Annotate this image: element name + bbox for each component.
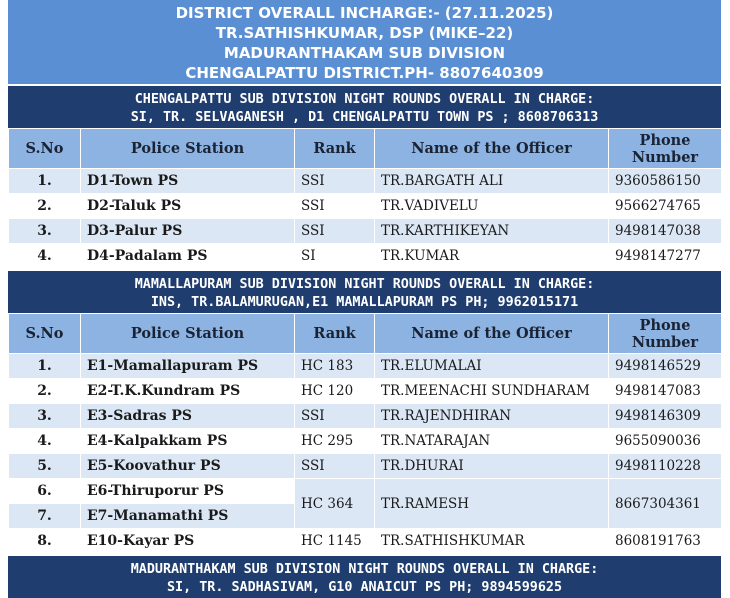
cell-rank: SSI: [295, 194, 375, 219]
table-header-row: [9, 129, 722, 169]
cell-sno: 7.: [9, 504, 81, 529]
header-phone: [609, 129, 722, 169]
cell-sno: 2.: [9, 379, 81, 404]
maduranthakam-section-heading: [8, 554, 721, 598]
header-sno: S.No: [9, 129, 81, 169]
table-row: [9, 194, 722, 219]
cell-sno: 2.: [9, 194, 81, 219]
cell-rank: HC 295: [295, 429, 375, 454]
cell-station: E10-Kayar PS: [81, 529, 295, 554]
table-row: [9, 169, 722, 194]
cell-phone: 8608191763: [609, 529, 722, 554]
cell-rank: HC 364: [295, 479, 375, 529]
cell-sno: 3.: [9, 219, 81, 244]
table-row: [9, 404, 722, 429]
header-phone-line2: Number: [631, 333, 699, 351]
banner-line-district-phone: CHENGALPATTU DISTRICT.PH- 8807640309: [185, 64, 544, 82]
banner-line-subdivision: MADURANTHAKAM SUB DIVISION: [223, 44, 506, 62]
cell-station: D2-Taluk PS: [81, 194, 295, 219]
cell-phone: 9655090036: [609, 429, 722, 454]
section-heading-line2: INS, TR.BALAMURUGAN,E1 MAMALLAPURAM PS PH; 9962015171: [150, 295, 579, 310]
district-incharge-banner: [8, 0, 721, 84]
table-row: [9, 219, 722, 244]
chengalpattu-section-heading: [8, 84, 721, 128]
section-heading-line1: MADURANTHAKAM SUB DIVISION NIGHT ROUNDS OVERALL IN CHARGE:: [130, 562, 599, 577]
section-heading-line2: SI, TR. SELVAGANESH , D1 CHENGALPATTU TOWN PS ; 8608706313: [130, 110, 599, 125]
cell-sno: 3.: [9, 404, 81, 429]
header-rank: Rank: [295, 314, 375, 354]
cell-officer: TR.KUMAR: [375, 244, 609, 269]
cell-rank: SSI: [295, 169, 375, 194]
table-row: [9, 529, 722, 554]
mamallapuram-table: [8, 313, 722, 554]
table-row-merged-a: [9, 479, 722, 504]
duty-roster-document: [8, 0, 721, 598]
section-heading-line2: SI, TR. SADHASIVAM, G10 ANAICUT PS PH; 9894599625: [166, 580, 563, 595]
banner-line-date: DISTRICT OVERALL INCHARGE:- (27.11.2025): [175, 4, 554, 22]
cell-phone: 9498147277: [609, 244, 722, 269]
cell-rank: SI: [295, 244, 375, 269]
cell-phone: 9498110228: [609, 454, 722, 479]
table-row: [9, 354, 722, 379]
banner-line-officer: TR.SATHISHKUMAR, DSP (MIKE–22): [215, 24, 514, 42]
cell-phone: 9360586150: [609, 169, 722, 194]
header-phone-line1: Phone: [639, 131, 691, 149]
cell-station: D1-Town PS: [81, 169, 295, 194]
header-phone-line2: Number: [631, 148, 699, 166]
cell-officer: TR.DHURAI: [375, 454, 609, 479]
cell-phone: 9566274765: [609, 194, 722, 219]
cell-rank: SSI: [295, 404, 375, 429]
cell-rank: HC 120: [295, 379, 375, 404]
table-row: [9, 244, 722, 269]
cell-phone: 9498146309: [609, 404, 722, 429]
table-row: [9, 379, 722, 404]
cell-officer: TR.BARGATH ALI: [375, 169, 609, 194]
header-station: Police Station: [81, 129, 295, 169]
header-phone: [609, 314, 722, 354]
section-heading-line1: MAMALLAPURAM SUB DIVISION NIGHT ROUNDS OVERALL IN CHARGE:: [134, 277, 595, 292]
cell-station: E5-Koovathur PS: [81, 454, 295, 479]
cell-phone: 9498147083: [609, 379, 722, 404]
cell-phone: 9498147038: [609, 219, 722, 244]
cell-rank: SSI: [295, 454, 375, 479]
cell-officer: TR.KARTHIKEYAN: [375, 219, 609, 244]
header-phone-line1: Phone: [639, 316, 691, 334]
header-station: Police Station: [81, 314, 295, 354]
header-officer: Name of the Officer: [375, 129, 609, 169]
cell-rank: HC 1145: [295, 529, 375, 554]
cell-officer: TR.RAMESH: [375, 479, 609, 529]
cell-station: E3-Sadras PS: [81, 404, 295, 429]
cell-station: E2-T.K.Kundram PS: [81, 379, 295, 404]
cell-station: E7-Manamathi PS: [81, 504, 295, 529]
cell-officer: TR.VADIVELU: [375, 194, 609, 219]
cell-station: E4-Kalpakkam PS: [81, 429, 295, 454]
header-officer: Name of the Officer: [375, 314, 609, 354]
cell-officer: TR.NATARAJAN: [375, 429, 609, 454]
cell-station: E6-Thiruporur PS: [81, 479, 295, 504]
cell-sno: 6.: [9, 479, 81, 504]
header-sno: S.No: [9, 314, 81, 354]
mamallapuram-section-heading: [8, 269, 721, 313]
header-rank: Rank: [295, 129, 375, 169]
cell-sno: 4.: [9, 429, 81, 454]
section-heading-line1: CHENGALPATTU SUB DIVISION NIGHT ROUNDS OVERALL IN CHARGE:: [134, 92, 595, 107]
cell-sno: 1.: [9, 169, 81, 194]
cell-sno: 5.: [9, 454, 81, 479]
cell-officer: TR.MEENACHI SUNDHARAM: [375, 379, 609, 404]
table-header-row: [9, 314, 722, 354]
cell-station: E1-Mamallapuram PS: [81, 354, 295, 379]
cell-officer: TR.RAJENDHIRAN: [375, 404, 609, 429]
table-row: [9, 429, 722, 454]
cell-sno: 8.: [9, 529, 81, 554]
cell-officer: TR.ELUMALAI: [375, 354, 609, 379]
cell-station: D4-Padalam PS: [81, 244, 295, 269]
cell-sno: 1.: [9, 354, 81, 379]
chengalpattu-table: [8, 128, 722, 269]
cell-phone: 8667304361: [609, 479, 722, 529]
cell-sno: 4.: [9, 244, 81, 269]
cell-station: D3-Palur PS: [81, 219, 295, 244]
cell-phone: 9498146529: [609, 354, 722, 379]
cell-rank: HC 183: [295, 354, 375, 379]
table-row: [9, 454, 722, 479]
cell-rank: SSI: [295, 219, 375, 244]
cell-officer: TR.SATHISHKUMAR: [375, 529, 609, 554]
